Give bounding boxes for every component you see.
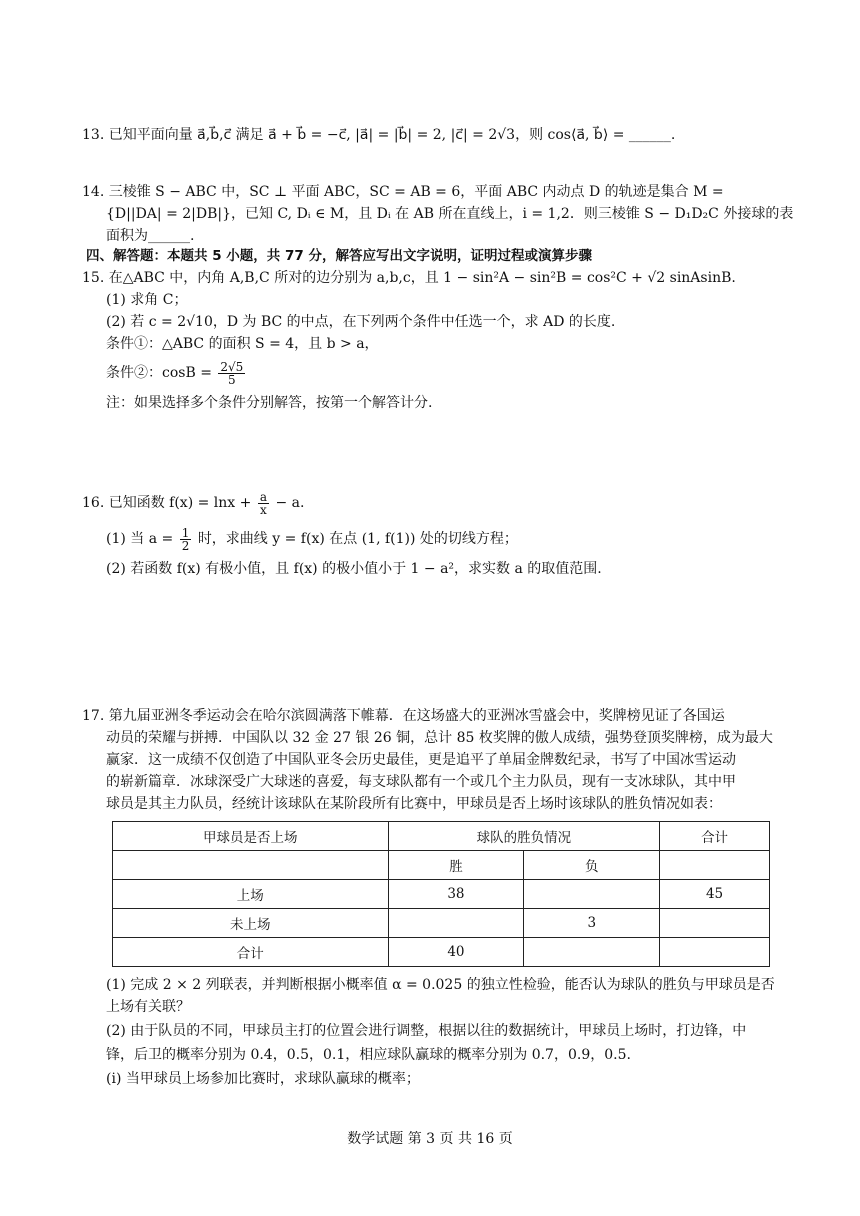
q15-part-2: (2) 若 c = 2√10，D 为 BC 的中点，在下列两个条件中任选一个，求 AD 的长度.: [106, 314, 616, 330]
cell-win: 40: [388, 938, 524, 967]
q14-line-1: 14. 三棱锥 S − ABC 中，SC ⊥ 平面 ABC，SC = AB = 6，平面 ABC 内动点 D 的轨迹是集合 M =: [82, 184, 724, 200]
cell-lose: [524, 938, 660, 967]
q15-cond2-fraction: [218, 361, 245, 386]
q16-denominator: x: [260, 502, 267, 517]
q17-line-1: 17. 第九届亚洲冬季运动会在哈尔滨圆满落下帷幕．在这场盛大的亚洲冰雪盛会中，奖牌榜见证了各国运: [82, 708, 725, 724]
q17-part-1-a: (1) 完成 2 × 2 列联表，并判断根据小概率值 α = 0.025 的独立性检验，能否认为球队的胜负与甲球员是否: [106, 977, 775, 993]
q15-cond2-prefix: 条件②：cosB =: [106, 365, 212, 381]
q16-stem: [82, 488, 304, 518]
page-footer: 数学试题 第 3 页 共 16 页: [347, 1131, 513, 1147]
q16-part-1: [106, 524, 518, 554]
cell-win: 38: [388, 880, 524, 909]
q17-line-3: 赢家．这一成绩不仅创造了中国队亚冬会历史最佳，更是追平了单届金牌数纪录，书写了中国冰雪运动: [106, 752, 736, 768]
q16-p1-prefix: (1) 当 a =: [106, 531, 174, 547]
q15-note: 注：如果选择多个条件分别解答，按第一个解答计分.: [106, 395, 433, 411]
row-label: 上场: [113, 880, 389, 909]
row-label: 合计: [113, 938, 389, 967]
q16-p1-numerator: 1: [181, 525, 190, 540]
q16-p1-denominator: 2: [181, 538, 190, 553]
q14-line-2: {D||DA| = 2|DB|}，已知 C, Dᵢ ∈ M，且 Dᵢ 在 AB 所在直线上，i = 1,2．则三棱锥 S − D₁D₂C 外接球的表: [106, 206, 794, 222]
row-label: 未上场: [113, 909, 389, 938]
table-row: [113, 880, 770, 909]
header-total: 合计: [660, 822, 770, 851]
q17-line-2: 动员的荣耀与拼搏．中国队以 32 金 27 银 26 铜，总计 85 枚奖牌的傲人成绩，强势登顶奖牌榜，成为最大: [106, 730, 773, 746]
q16-part-2: (2) 若函数 f(x) 有极小值，且 f(x) 的极小值小于 1 − a²，求实数 a 的取值范围.: [106, 561, 602, 577]
table-row: [113, 938, 770, 967]
q16-fraction: [258, 491, 269, 516]
q17-line-5: 球员是其主力队员，经统计该球队在某阶段所有比赛中，甲球员是否上场时该球队的胜负情况如表：: [106, 796, 722, 812]
table-header-row: [113, 822, 770, 851]
q15-condition-2: [106, 358, 247, 388]
q17-part-2-b: 锋，后卫的概率分别为 0.4，0.5，0.1，相应球队赢球的概率分别为 0.7，0.9，0.5.: [106, 1047, 631, 1063]
subheader-win: 胜: [388, 851, 524, 880]
q17-line-4: 的崭新篇章．冰球深受广大球迷的喜爱，每支球队都有一个或几个主力队员，现有一支冰球队，其中甲: [106, 774, 736, 790]
q16-stem-suffix: − a.: [275, 495, 305, 511]
table-subheader-row: [113, 851, 770, 880]
q15-condition-1: 条件①：△ABC 的面积 S = 4，且 b > a，: [106, 336, 379, 352]
q14-line-3: 面积为______.: [106, 228, 195, 244]
section-4-heading: 四、解答题：本题共 5 小题，共 77 分，解答应写出文字说明，证明过程或演算步骤: [86, 248, 592, 264]
cell-total: [660, 909, 770, 938]
q16-p1-suffix: 时，求曲线 y = f(x) 在点 (1, f(1)) 处的切线方程；: [197, 531, 518, 547]
cell-win: [388, 909, 524, 938]
q17-part-2-a: (2) 由于队员的不同，甲球员主打的位置会进行调整，根据以往的数据统计，甲球员上场时，打边锋，中: [106, 1023, 747, 1039]
table-row: [113, 909, 770, 938]
q15-cond2-denominator: 5: [228, 372, 236, 387]
header-result: 球队的胜负情况: [388, 822, 660, 851]
q16-stem-prefix: 16. 已知函数 f(x) = lnx +: [82, 495, 252, 511]
q15-stem: 15. 在△ABC 中，内角 A,B,C 所对的边分别为 a,b,c，且 1 − sin²A − sin²B = cos²C + √2 sinAsinB.: [82, 270, 736, 286]
cell-lose: [524, 880, 660, 909]
q13-text: 13. 已知平面向量 a⃗,b⃗,c⃗ 满足 a⃗ + b⃗ = −c⃗, |a⃗| = |b⃗| = 2, |c⃗| = 2√3，则 cos⟨a⃗, b⃗⟩ = ______.: [82, 127, 676, 143]
cell-total: 45: [660, 880, 770, 909]
q15-part-1: (1) 求角 C；: [106, 292, 188, 308]
subheader-lose: 负: [524, 851, 660, 880]
contingency-table: [112, 821, 770, 967]
q17-part-2-i: (i) 当甲球员上场参加比赛时，求球队赢球的概率；: [106, 1071, 420, 1087]
q17-part-1-b: 上场有关联？: [106, 999, 190, 1015]
q15-cond2-numerator: 2√5: [220, 359, 244, 374]
cell-lose: 3: [524, 909, 660, 938]
q16-numerator: a: [259, 489, 267, 504]
cell-total: [660, 938, 770, 967]
header-played: 甲球员是否上场: [113, 822, 389, 851]
q16-p1-fraction: [180, 527, 192, 552]
